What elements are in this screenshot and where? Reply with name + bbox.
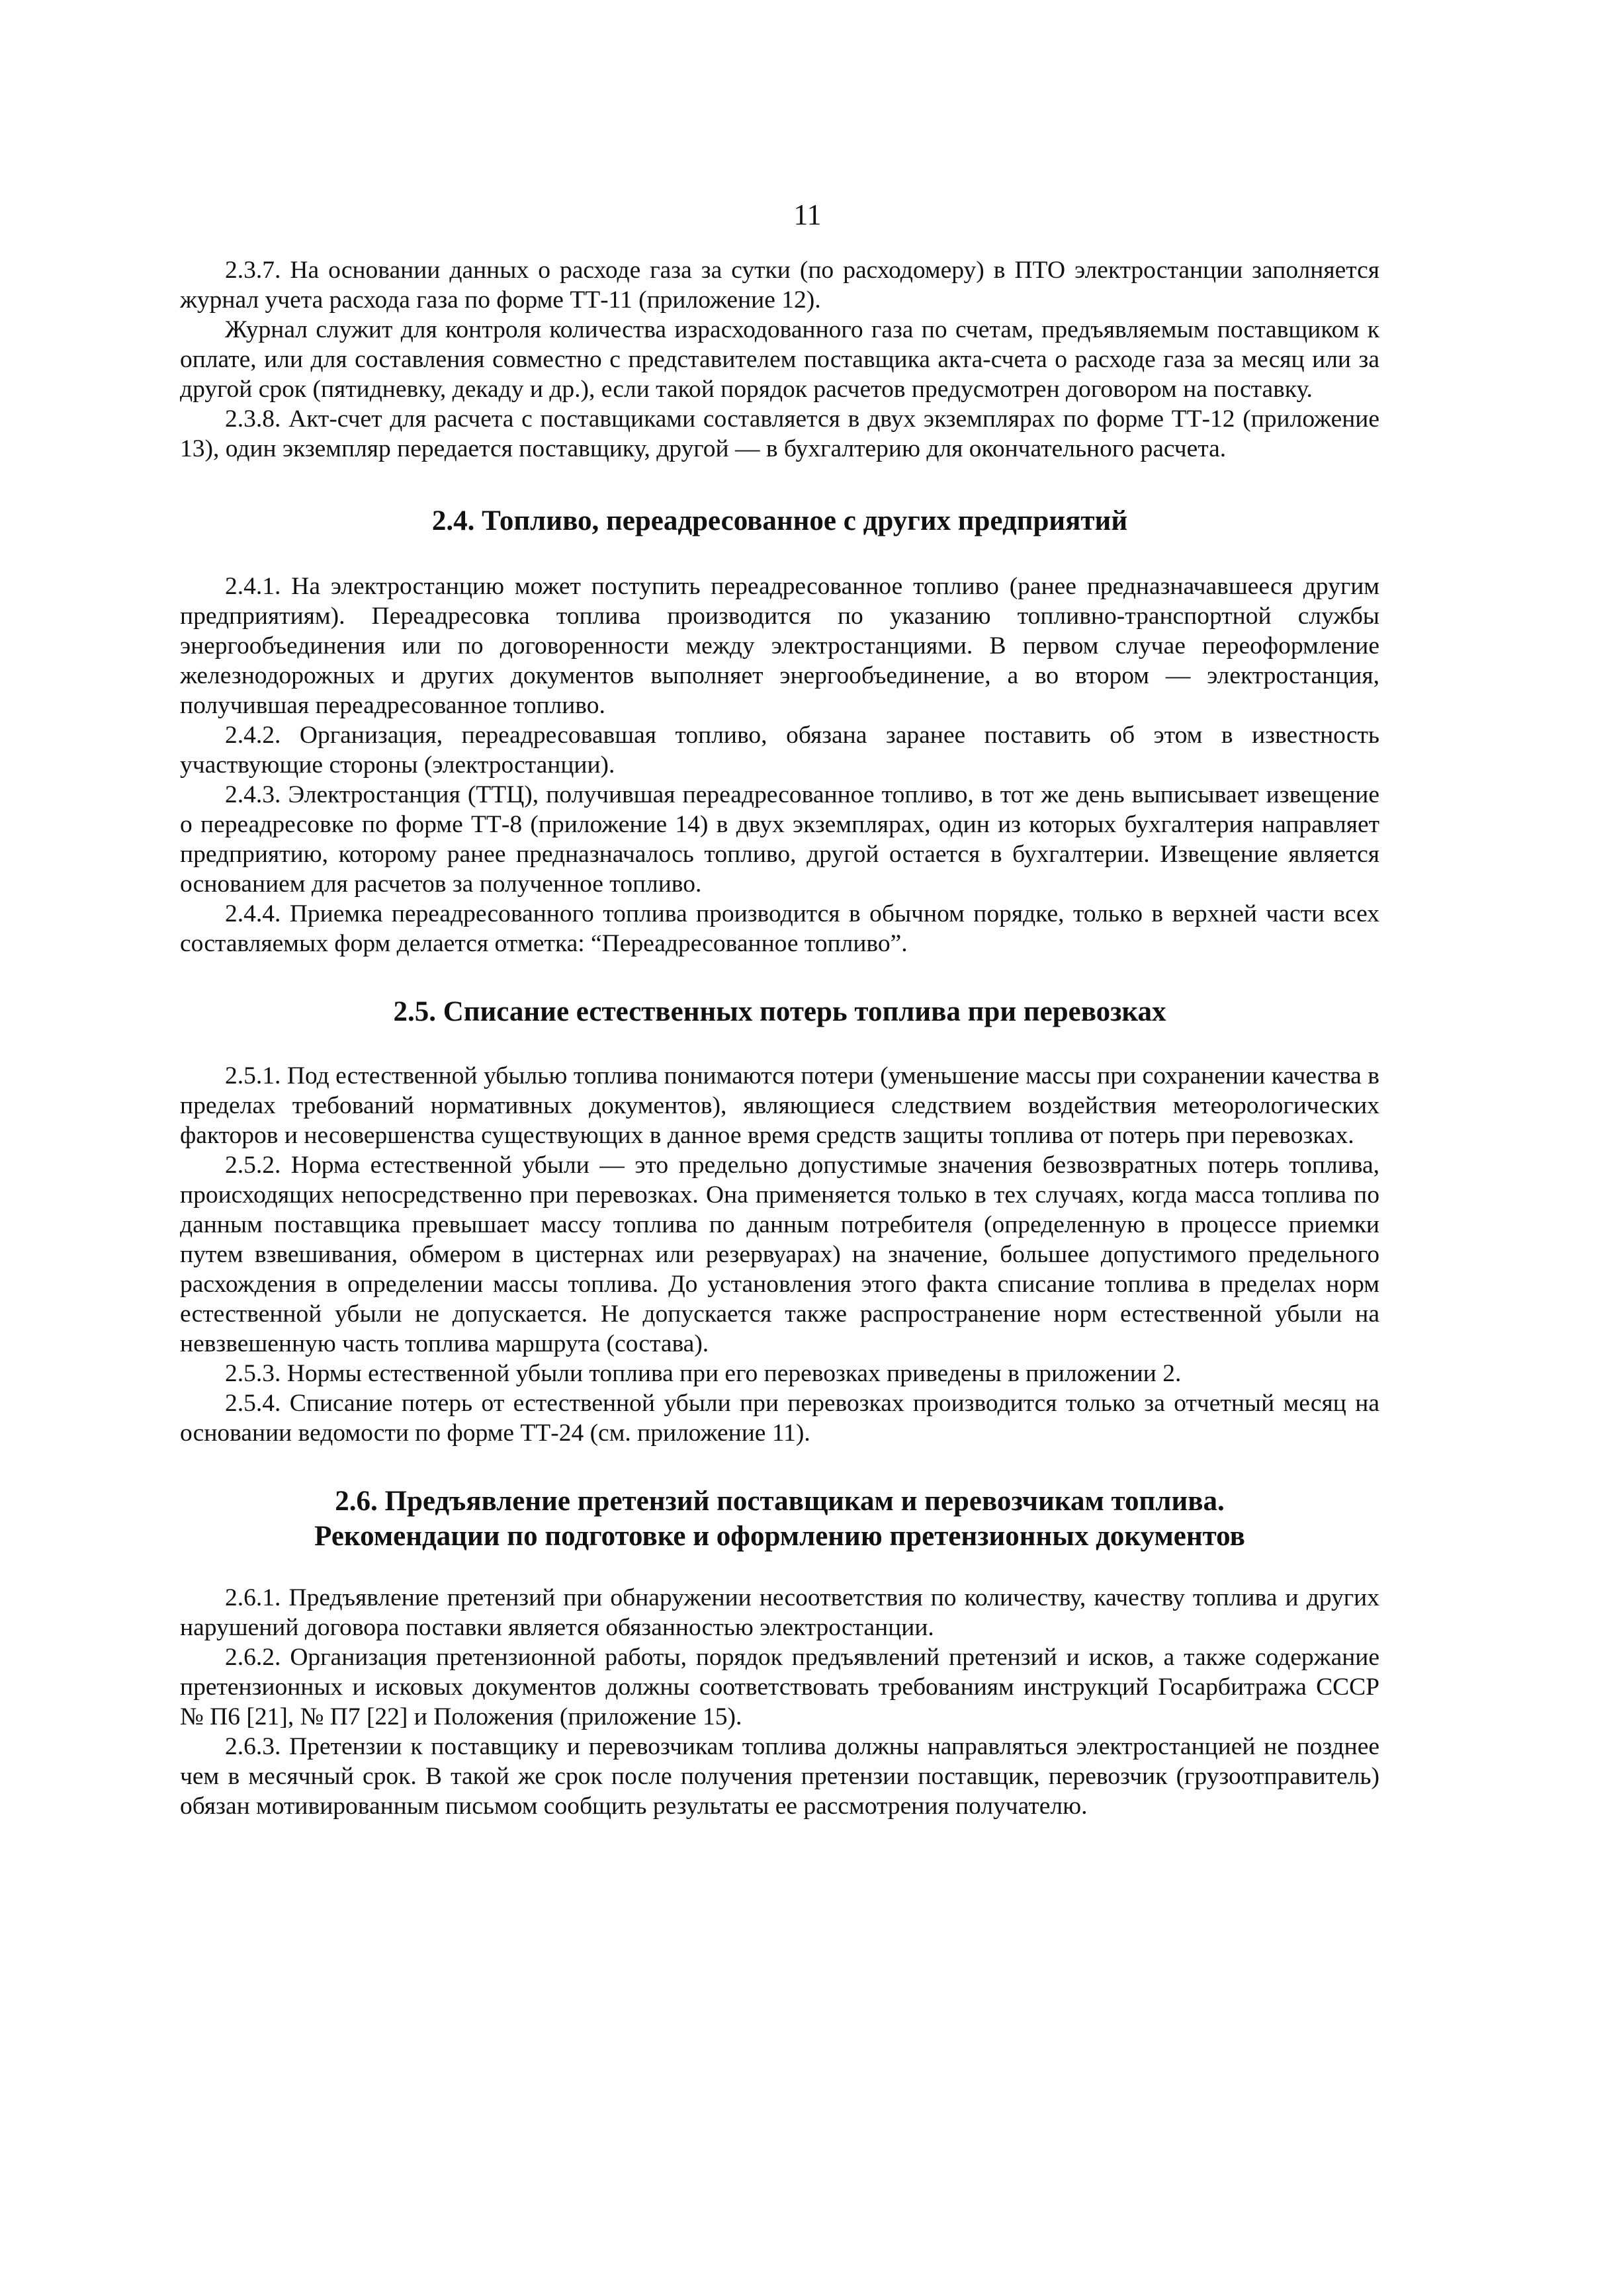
paragraph-2-4-3: 2.4.3. Электростанция (ТТЦ), получившая переадресованное топливо, в тот же день выписывает извещение о переадресовке по форме ТТ-8 (приложение 14) в двух экземплярах, один из которых бухгалтерия направляет предприятию, которому ранее предназначалось топливо, другой остается в бухгалтерии. Извещение является основанием для расчетов за полученное топливо. [180,781,1379,898]
paragraph-2-6-1: 2.6.1. Предъявление претензий при обнаружении несоответствия по количеству, качеству топлива и других нарушений договора поставки является обязанностью электростанции. [180,1584,1379,1641]
paragraph-2-4-4: 2.4.4. Приемка переадресованного топлива производится в обычном порядке, только в верхней части всех составляемых форм делается отметка: “Переадресованное топливо”. [180,900,1379,957]
heading-2-6 [180,1484,1379,1554]
section-2-6 [180,1484,1379,1821]
heading-2-6-line-2: Рекомендации по подготовке и оформлению претензионных документов [314,1521,1245,1552]
paragraph-2-3-8: 2.3.8. Акт-счет для расчета с поставщиками составляется в двух экземплярах по форме ТТ-12 (приложение 13), один экземпляр передается поставщику, другой — в бухгалтерию для окончательного расчета. [180,405,1379,462]
heading-2-4: 2.4. Топливо, переадресованное с других предприятий [431,505,1128,536]
paragraph-2-6-2: 2.6.2. Организация претензионной работы, порядок предъявлений претензий и исков, а также содержание претензионных и исковых документов должны соответствовать требованиям инструкций Госарбитража СССР № П6 [21], № П7 [22] и Положения (приложение 15). [180,1644,1379,1730]
heading-2-5: 2.5. Списание естественных потерь топлива при перевозках [393,996,1166,1027]
heading-2-6-line-1: 2.6. Предъявление претензий поставщикам и перевозчикам топлива. [335,1486,1225,1517]
section-2-4 [180,503,1379,958]
document-body [180,255,1379,1821]
paragraph-2-6-3: 2.6.3. Претензии к поставщику и перевозчикам топлива должны направляться электростанцией не позднее чем в месячный срок. В такой же срок после получения претензии поставщик, перевозчик (грузоотправитель) обязан мотивированным письмом сообщить результаты ее рассмотрения получателю. [180,1733,1379,1820]
paragraph-2-4-2: 2.4.2. Организация, переадресовавшая топливо, обязана заранее поставить об этом в известность участвующие стороны (электростанции). [180,722,1379,779]
paragraph-2-3-7: 2.3.7. На основании данных о расходе газа за сутки (по расходомеру) в ПТО электростанции заполняется журнал учета расхода газа по форме ТТ-11 (приложение 12). [180,257,1379,314]
paragraph-2-5-3: 2.5.3. Нормы естественной убыли топлива при его перевозках приведены в приложении 2. [225,1360,1182,1387]
paragraph-2-4-1: 2.4.1. На электростанцию может поступить переадресованное топливо (ранее предназначавшееся другим предприятиям). Переадресовка топлива производится по указанию топливно-транспортной службы энергообъединения или по договоренности между электростанциями. В первом случае переоформление железнодорожных и других документов выполняет энергообъединение, а во втором — электростанция, получившая переадресованное топливо. [180,573,1379,719]
paragraph-2-5-1: 2.5.1. Под естественной убылью топлива понимаются потери (уменьшение массы при сохранении качества в пределах требований нормативных документов), являющиеся следствием воздействия метеорологических факторов и несовершенства существующих в данное время средств защиты топлива от потерь при перевозках. [180,1062,1379,1149]
section-2-5 [180,994,1379,1448]
paragraph-2-5-4: 2.5.4. Списание потерь от естественной убыли при перевозках производится только за отчетный месяц на основании ведомости по форме ТТ-24 (см. приложение 11). [180,1390,1379,1447]
section-2-3-continued [180,255,1379,464]
paragraph-journal: Журнал служит для контроля количества израсходованного газа по счетам, предъявляемым поставщиком к оплате, или для составления совместно с представителем поставщика акта-счета о расходе газа за месяц или за другой срок (пятидневку, декаду и др.), если такой порядок расчетов предусмотрен договором на поставку. [180,316,1379,403]
paragraph-2-5-2: 2.5.2. Норма естественной убыли — это предельно допустимые значения безвозвратных потерь топлива, происходящих непосредственно при перевозках. Она применяется только в тех случаях, когда масса топлива по данным поставщика превышает массу топлива по данным потребителя (определенную в процессе приемки путем взвешивания, обмером в цистернах или резервуарах) на значение, большее допустимого предельного расхождения в определении массы топлива. До установления этого факта списание топлива в пределах норм естественной убыли не допускается. Не допускается также распространение норм естественной убыли на невзвешенную часть топлива маршрута (состава). [180,1152,1379,1357]
page-number: 11 [793,198,822,231]
